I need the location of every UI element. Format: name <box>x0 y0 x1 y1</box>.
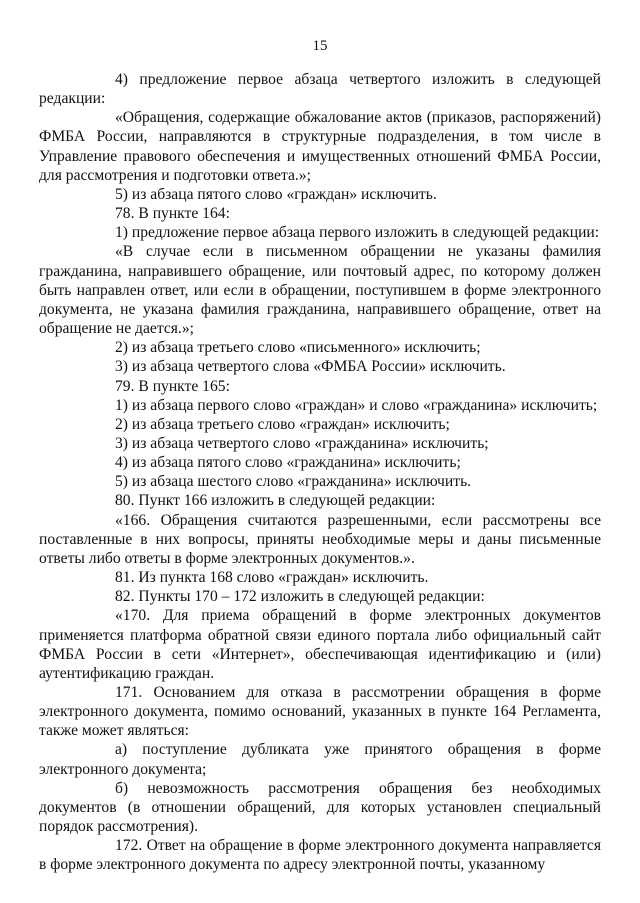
paragraph: «Обращения, содержащие обжалование актов (приказов, распоряжений) ФМБА России, направляются в структурные подразделения, в том числе в Управление правового обеспечения и имущественных отношений ФМБА России, для рассмотрения и подготовки ответа.»; <box>39 109 601 184</box>
paragraph: 82. Пункты 170 – 172 изложить в следующей редакции: <box>115 588 485 606</box>
paragraph: «166. Обращения считаются разрешенными, если рассмотрены все поставленные в них вопросы, приняты необходимые меры и даны письменные ответы либо ответы в форме электронных документов.». <box>39 511 601 567</box>
paragraph: 1) из абзаца первого слово «граждан» и слово «гражданина» исключить; <box>115 396 598 414</box>
paragraph: 4) предложение первое абзаца четвертого изложить в следующей редакции: <box>39 71 601 108</box>
paragraph: 3) из абзаца четвертого слова «ФМБА России» исключить. <box>115 358 506 376</box>
page-number: 15 <box>312 38 328 54</box>
paragraph: 2) из абзаца третьего слово «письменного» исключить; <box>115 339 481 357</box>
paragraph: 1) предложение первое абзаца первого изложить в следующей редакции: <box>115 224 600 242</box>
paragraph: «В случае если в письменном обращении не указаны фамилия гражданина, направившего обращение, или почтовый адрес, по которому должен быть направлен ответ, или если в обращении, поступившем в форме электронного документа, не указана фамилия гражданина, направившего обращение, ответ на обращение не дается.»; <box>39 243 601 338</box>
paragraph: 2) из абзаца третьего слово «граждан» исключить; <box>115 415 450 433</box>
paragraph: 79. В пункте 165: <box>115 377 230 395</box>
paragraph: 4) из абзаца пятого слово «гражданина» исключить; <box>115 454 461 472</box>
paragraph: «170. Для приема обращений в форме электронных документов применяется платформа обратной связи единого портала либо официальный сайт ФМБА России в сети «Интернет», обеспечивающая идентификацию и (или) аутентификацию граждан. <box>39 607 601 682</box>
paragraph: 171. Основанием для отказа в рассмотрении обращения в форме электронного документа, помимо оснований, указанных в пункте 164 Регламента, также может являться: <box>39 684 601 740</box>
paragraph: 3) из абзаца четвертого слово «гражданина» исключить; <box>115 434 489 452</box>
paragraph: б) невозможность рассмотрения обращения без необходимых документов (в отношении обращений, для которых установлен специальный порядок рассмотрения). <box>39 779 601 836</box>
paragraph: 5) из абзаца шестого слово «гражданина» исключить. <box>115 473 472 491</box>
paragraph: 81. Из пункта 168 слово «граждан» исключить. <box>115 569 429 587</box>
paragraph: 80. Пункт 166 изложить в следующей редакции: <box>115 492 436 510</box>
paragraph: 5) из абзаца пятого слово «граждан» исключить. <box>115 185 437 203</box>
paragraph: 172. Ответ на обращение в форме электронного документа направляется в форме электронного документа по адресу электронной почты, указанному <box>39 837 601 874</box>
paragraph: 78. В пункте 164: <box>115 205 230 223</box>
paragraph: а) поступление дубликата уже принятого обращения в форме электронного документа; <box>39 741 601 778</box>
document-body <box>39 70 601 875</box>
